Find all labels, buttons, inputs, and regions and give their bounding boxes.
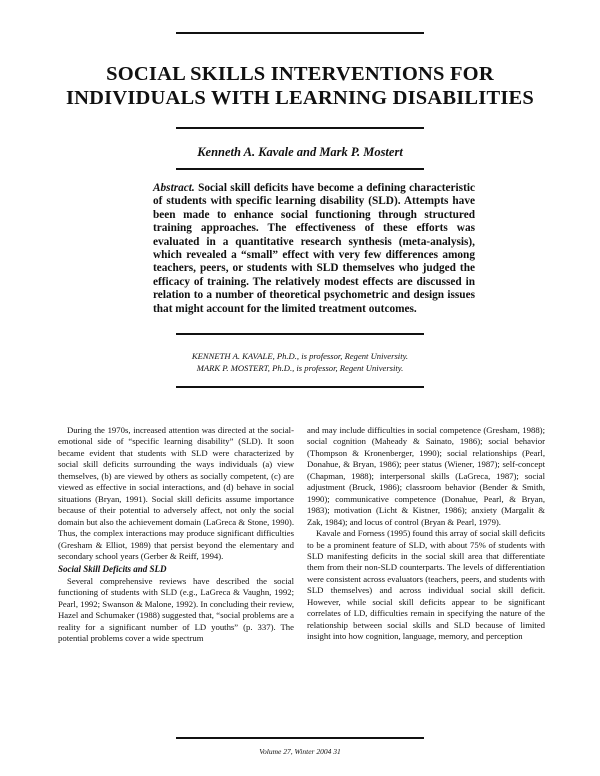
page-footer: Volume 27, Winter 2004 31	[259, 747, 341, 756]
abstract-label: Abstract.	[153, 182, 195, 194]
title-line-2: INDIVIDUALS WITH LEARNING DISABILITIES	[65, 87, 535, 109]
title-rule	[176, 127, 424, 129]
abstract	[153, 182, 475, 316]
section-subheading: Social Skill Deficits and SLD	[58, 564, 167, 575]
affiliation-kavale: KENNETH A. KAVALE, Ph.D., is professor, Regent University.	[191, 351, 409, 361]
body-paragraph: Kavale and Forness (1995) found this array of social skill deficits to be a prominent feature of SLD, with about 75% of students with SLD manifesting deficits in the social skill area that differentiate them from their non-SLD counterparts. The levels of differentiation were consistent across evaluators (teachers, peers, and students with SLD themselves) and across individual social skill deficit. However, while social skill deficits appear to be significant correlates of LD, difficulties remain in specifying the nature of the relationship between social skills and SLD because of limited insight into how cognition, language, memory, and perception	[307, 528, 545, 642]
title-line-1: SOCIAL SKILLS INTERVENTIONS FOR	[106, 63, 494, 85]
body-paragraph: Several comprehensive reviews have described the social functioning of students with SLD (e.g., LaGreca & Vaughn, 1992; Pearl, 1992; Swanson & Malone, 1992). In concluding their review, Hazel and Schumaker (1988) suggested that, “social problems are a reality for a significant number of LD youths” (p. 337). The potential problems cover a wide spectrum	[58, 575, 294, 644]
body-paragraph: and may include difficulties in social competence (Gresham, 1988); social cognition (Maheady & Sainato, 1986); social behavior (Thompson & Kronenberger, 1990); social relationships (Pearl, Donahue, & Bryan, 1986); peer status (Wiener, 1987); self-concept (Chapman, 1988); interpersonal skills (LaGreca, 1987); social adjustment (Bruck, 1986); classroom behavior (Bender & Smith, 1990); communicative competence (Donahue, Pearl, & Bryan, 1983); motivation (Licht & Kistner, 1986); anxiety (Margalit & Zak, 1984); and locus of control (Bryan & Pearl, 1979).	[307, 425, 545, 527]
abstract-text: Social skill deficits have become a defining characteristic of students with specific learning disability (SLD). Attempts have been made to enhance social functioning through structured training approaches. The effectiveness of these efforts was evaluated in a quantitative research synthesis (meta-analysis), which revealed a “small” effect with very few differences among teachers, peers, or students with SLD themselves who judged the efficacy of training. The relatively modest effects are discussed in relation to a number of theoretical psychometric and design issues that might account for the limited treatment outcomes.	[153, 182, 475, 315]
author-rule	[176, 168, 424, 170]
top-rule	[176, 32, 424, 34]
footer-rule	[176, 737, 424, 739]
author-affiliations	[0, 350, 600, 374]
author-names: Kenneth A. Kavale and Mark P. Mostert	[197, 145, 403, 159]
article-title	[40, 62, 560, 110]
affiliation-rule	[176, 386, 424, 388]
left-column	[58, 425, 294, 645]
right-column	[307, 425, 545, 643]
affiliation-mostert: MARK P. MOSTERT, Ph.D., is professor, Regent University.	[196, 363, 404, 373]
abstract-rule	[176, 333, 424, 335]
body-paragraph: During the 1970s, increased attention was directed at the social-emotional side of “specific learning disability” (SLD). It soon became evident that students with SLD were characterized by social skill deficits surrounding the ways individuals (a) view themselves, (b) are viewed by others as socially competent, (c) are viewed as effective in social interactions, and (d) behave in social situations (Bryan, 1991). Social skill deficits assume importance because of their potential to adversely affect, not only the social domain but also the achievement domain (LaGreca & Stone, 1990). Thus, the complex interactions may produce significant difficulties (Gresham & Elliot, 1989) that persist beyond the elementary and secondary school years (Gerber & Reiff, 1994).	[58, 425, 294, 561]
